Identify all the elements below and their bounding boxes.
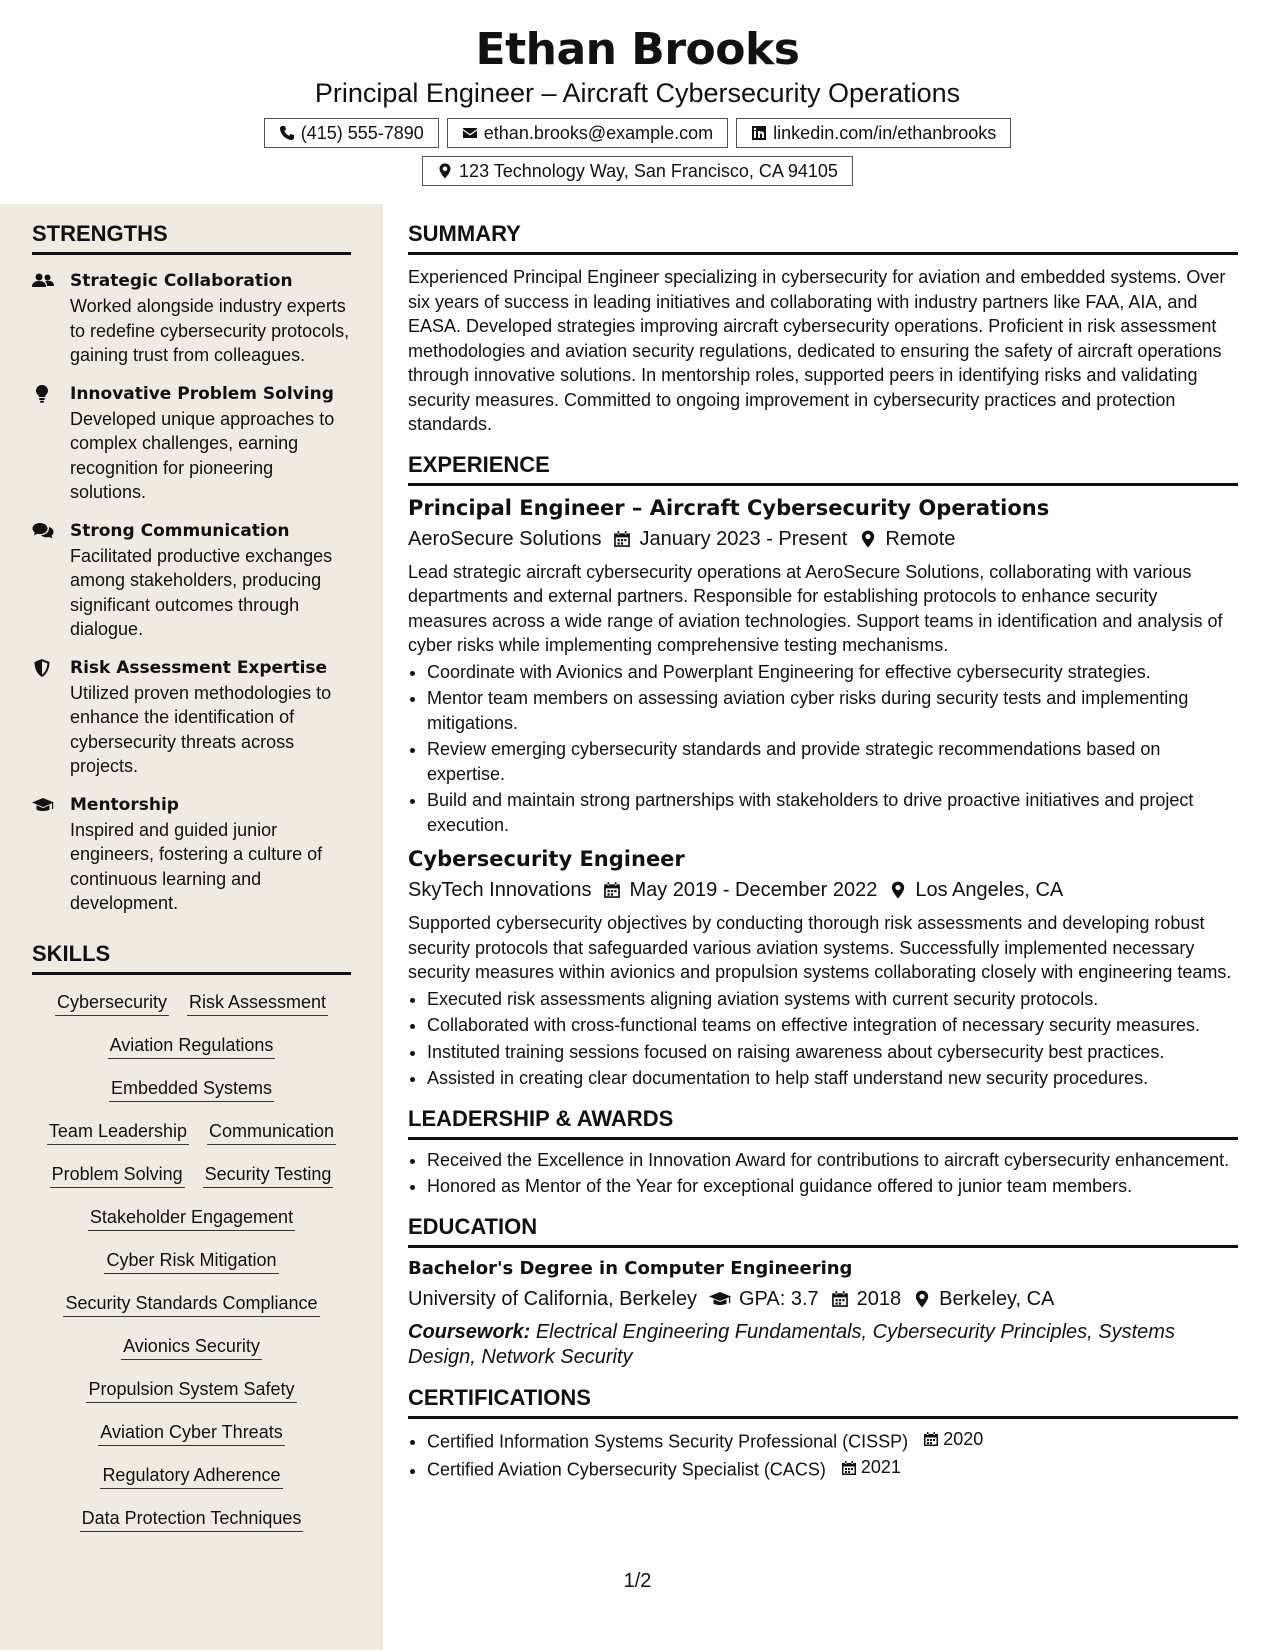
- skill-tag: Security Testing: [203, 1161, 334, 1188]
- award-item: • Received the Excellence in Innovation Award for contributions to aircraft cybersecurity enhancement.: [427, 1148, 1238, 1173]
- phone-text: (415) 555-7890: [300, 122, 424, 143]
- skill-tag: Regulatory Adherence: [100, 1462, 282, 1489]
- education-meta: [408, 1284, 1238, 1314]
- envelope-icon: [462, 125, 478, 141]
- certifications-heading: CERTIFICATIONS: [408, 1384, 1238, 1419]
- strength-name: Strong Communication: [70, 520, 290, 541]
- email-chip[interactable]: [447, 118, 728, 148]
- job-location: Los Angeles, CA: [915, 879, 1064, 901]
- job-description: Lead strategic aircraft cybersecurity operations at AeroSecure Solutions, collaborating with various departments and external partners. Responsible for establishing protocols to enhance security measures across a wide range of aviation technologies. Support teams in identification and analysis of cyber risks while implementing comprehensive testing mechanisms.: [408, 561, 1223, 655]
- linkedin-text: linkedin.com/in/ethanbrooks: [773, 122, 997, 143]
- certification-name: Certified Information Systems Security Professional (CISSP): [427, 1430, 909, 1451]
- summary-text: Experienced Principal Engineer specializing in cybersecurity for aviation and embedded systems. Over six years of success in leading initiatives and collaborating with industry partners like FAA, AIA, and EASA. Developed strategies improving aircraft cybersecurity operations. Proficient in risk assessment methodologies and aviation security regulations, dedicated to ensuring the safety of aircraft operations through innovative solutions. In mentorship roles, supported peers in identifying risks and validating security measures. Committed to ongoing improvement in cybersecurity practices and protection standards.: [408, 267, 1226, 434]
- certification-year: 2020: [943, 1428, 984, 1449]
- job-description: Supported cybersecurity objectives by conducting thorough risk assessments and developing robust security protocols that safeguarded various aviation systems. Successfully implemented necessary security measures within avionics and propulsion systems collaborating closely with engineering teams.: [408, 913, 1232, 982]
- coursework-label: Coursework:: [408, 1320, 531, 1343]
- address-row: [0, 156, 1275, 186]
- certifications-section: [408, 1384, 1238, 1483]
- main-content: [408, 204, 1238, 1482]
- calendar-icon: [831, 1290, 849, 1308]
- phone-chip[interactable]: [264, 118, 439, 148]
- strengths-list: [32, 269, 351, 916]
- skill-tag: Embedded Systems: [109, 1075, 274, 1102]
- strength-name: Innovative Problem Solving: [70, 383, 334, 404]
- award-item: • Honored as Mentor of the Year for exceptional guidance offered to junior team members.: [427, 1174, 1238, 1199]
- strength-name: Strategic Collaboration: [70, 271, 293, 291]
- strengths-heading: STRENGTHS: [32, 220, 351, 255]
- experience-heading: EXPERIENCE: [408, 451, 1238, 486]
- map-marker-icon: [889, 881, 907, 899]
- skill-tag: Stakeholder Engagement: [88, 1204, 295, 1231]
- page-number: 1/2: [623, 1570, 652, 1592]
- phone-icon: [279, 125, 295, 141]
- graduation-year: 2018: [856, 1287, 902, 1310]
- job-entry: [408, 845, 1238, 1091]
- certification-item: [427, 1427, 1238, 1454]
- job-bullet: • Instituted training sessions focused on raising awareness about cybersecurity best practices.: [427, 1040, 1238, 1065]
- certification-name: Certified Aviation Cybersecurity Specialist (CACS): [427, 1459, 826, 1480]
- map-marker-icon: [913, 1290, 931, 1308]
- skill-tag: Propulsion System Safety: [86, 1376, 296, 1403]
- strength-item: [32, 269, 351, 368]
- strength-desc: Developed unique approaches to complex challenges, earning recognition for pioneering solutions.: [70, 408, 335, 502]
- skill-tag: Team Leadership: [47, 1118, 189, 1145]
- leadership-heading: LEADERSHIP & AWARDS: [408, 1105, 1238, 1140]
- skill-tag: Problem Solving: [50, 1161, 185, 1188]
- leadership-section: [408, 1105, 1238, 1199]
- summary-heading: SUMMARY: [408, 220, 1238, 255]
- skill-tag: Data Protection Techniques: [80, 1505, 304, 1532]
- users-icon: [32, 272, 54, 290]
- experience-section: [408, 451, 1238, 1091]
- job-title: Cybersecurity Engineer: [408, 847, 685, 871]
- job-bullet: • Assisted in creating clear documentation to help staff understand new security procedures.: [427, 1066, 1238, 1091]
- candidate-name: Ethan Brooks: [475, 24, 800, 75]
- degree-name: Bachelor's Degree in Computer Engineering: [408, 1257, 853, 1279]
- skill-tag: Communication: [207, 1118, 336, 1145]
- job-entry: [408, 494, 1238, 838]
- strength-item: [32, 382, 351, 505]
- strength-desc: Utilized proven methodologies to enhance the identification of cybersecurity threats across projects.: [70, 682, 332, 776]
- job-bullets: [408, 660, 1238, 838]
- address-text: 123 Technology Way, San Francisco, CA 94105: [459, 160, 838, 181]
- skill-tag: Cybersecurity: [55, 989, 169, 1016]
- job-company: AeroSecure Solutions: [408, 527, 602, 550]
- education-heading: EDUCATION: [408, 1213, 1238, 1248]
- email-text: ethan.brooks@example.com: [483, 122, 714, 143]
- job-bullet: • Coordinate with Avionics and Powerplant Engineering for effective cybersecurity strategies.: [427, 660, 1238, 685]
- summary-section: [408, 220, 1238, 437]
- school-location: Berkeley, CA: [939, 1287, 1055, 1310]
- leadership-list: [408, 1148, 1238, 1199]
- skill-tag: Risk Assessment: [187, 989, 328, 1016]
- skill-tag: Aviation Cyber Threats: [98, 1419, 284, 1446]
- strength-item: [32, 519, 351, 642]
- calendar-icon: [841, 1460, 857, 1476]
- job-bullets: [408, 987, 1238, 1091]
- calendar-icon: [923, 1431, 939, 1447]
- job-dates: January 2023 - Present: [639, 527, 848, 550]
- coursework: [408, 1320, 1238, 1370]
- comments-icon: [32, 522, 54, 540]
- job-bullet: • Collaborated with cross-functional teams on effective integration of necessary security measures.: [427, 1013, 1238, 1038]
- strength-name: Risk Assessment Expertise: [70, 657, 328, 678]
- lightbulb-icon: [32, 385, 54, 403]
- education-section: [408, 1213, 1238, 1370]
- graduation-cap-icon: [709, 1290, 731, 1308]
- shield-icon: [32, 659, 54, 677]
- skills-heading: SKILLS: [32, 940, 351, 975]
- job-bullet: • Build and maintain strong partnerships with stakeholders to drive proactive initiatives and project execution.: [427, 788, 1238, 837]
- strength-item: [32, 656, 351, 779]
- job-dates: May 2019 - December 2022: [629, 879, 878, 901]
- contact-row: [0, 118, 1275, 148]
- skill-tag: Cyber Risk Mitigation: [104, 1247, 278, 1274]
- skill-tag: Aviation Regulations: [108, 1032, 276, 1059]
- resume-header: [0, 0, 1275, 186]
- strength-desc: Worked alongside industry experts to redefine cybersecurity protocols, gaining trust from colleagues.: [70, 296, 350, 365]
- map-marker-icon: [859, 530, 877, 548]
- linkedin-chip[interactable]: [736, 118, 1011, 148]
- job-meta: [408, 524, 1238, 554]
- map-marker-icon: [437, 163, 453, 179]
- job-bullet: • Mentor team members on assessing aviation cyber risks during security tests and implementing mitigations.: [427, 686, 1238, 735]
- linkedin-icon: [751, 125, 767, 141]
- calendar-icon: [603, 881, 621, 899]
- job-meta: [408, 875, 1238, 905]
- job-company: SkyTech Innovations: [408, 879, 592, 901]
- skills-list: [32, 989, 351, 1532]
- skill-tag: Avionics Security: [121, 1333, 262, 1360]
- job-bullet: • Executed risk assessments aligning aviation systems with current security protocols.: [427, 987, 1238, 1012]
- sidebar: [0, 204, 383, 1650]
- candidate-title: Principal Engineer – Aircraft Cybersecurity Operations: [314, 78, 961, 108]
- strength-desc: Facilitated productive exchanges among stakeholders, producing significant outcomes through dialogue.: [70, 545, 333, 639]
- gpa-text: GPA: 3.7: [739, 1287, 819, 1310]
- skill-tag: Security Standards Compliance: [63, 1290, 319, 1317]
- strength-item: [32, 793, 351, 916]
- school-name: University of California, Berkeley: [408, 1287, 697, 1310]
- job-bullet: • Review emerging cybersecurity standards and provide strategic recommendations based on expertise.: [427, 737, 1238, 786]
- job-title: Principal Engineer – Aircraft Cybersecurity Operations: [408, 495, 1050, 520]
- strength-name: Mentorship: [70, 794, 179, 815]
- address-chip: [422, 156, 853, 186]
- strength-desc: Inspired and guided junior engineers, fostering a culture of continuous learning and development.: [70, 819, 323, 913]
- certifications-list: [408, 1427, 1238, 1483]
- calendar-icon: [613, 530, 631, 548]
- coursework-text: Electrical Engineering Fundamentals, Cybersecurity Principles, Systems Design, Network Security: [408, 1320, 1175, 1368]
- certification-year: 2021: [860, 1457, 901, 1478]
- job-location: Remote: [885, 527, 956, 550]
- certification-item: [427, 1455, 1238, 1482]
- graduation-cap-icon: [32, 796, 54, 814]
